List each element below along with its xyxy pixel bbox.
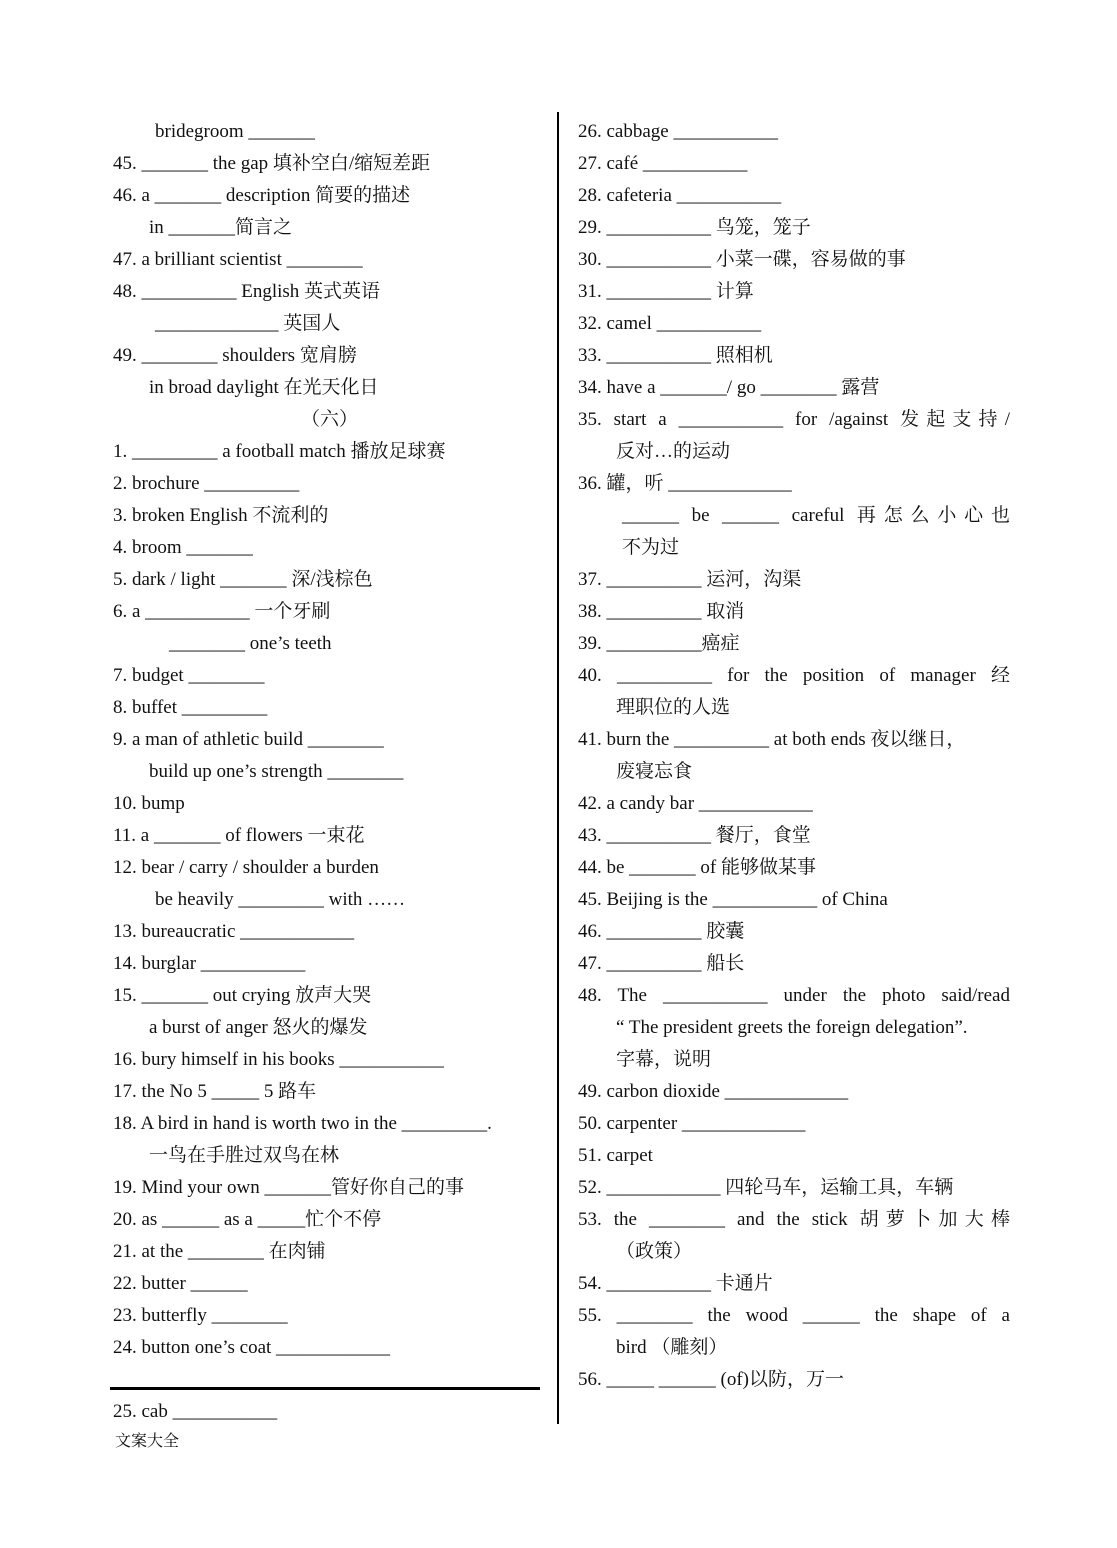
list-item: 理职位的人选 — [616, 697, 731, 718]
list-item: 43. ___________ 餐厅，食堂 — [578, 825, 811, 846]
list-item: 反对…的运动 — [616, 441, 731, 462]
list-item: 6. a ___________ 一个牙刷 — [113, 601, 331, 622]
list-item: 18. A bird in hand is worth two in the _________. — [113, 1113, 492, 1134]
list-item: in broad daylight 在光天化日 — [149, 377, 379, 398]
list-item: a burst of anger 怒火的爆发 — [149, 1017, 368, 1038]
list-item: 49. ________ shoulders 宽肩膀 — [113, 345, 357, 366]
list-item: 12. bear / carry / shoulder a burden — [113, 857, 379, 878]
list-item: 4. broom _______ — [113, 537, 253, 558]
list-item: 51. carpet — [578, 1145, 653, 1166]
list-item: 52. ____________ 四轮马车，运输工具，车辆 — [578, 1177, 954, 1198]
list-item: 16. bury himself in his books ___________ — [113, 1049, 444, 1070]
list-item: “ The president greets the foreign delegation”. — [616, 1017, 968, 1038]
list-item: 39. __________癌症 — [578, 633, 740, 654]
list-item: 38. __________ 取消 — [578, 601, 745, 622]
list-item: 46. __________ 胶囊 — [578, 921, 745, 942]
list-item: 30. ___________ 小菜一碟，容易做的事 — [578, 249, 906, 270]
list-item: 21. at the ________ 在肉铺 — [113, 1241, 326, 1262]
list-item: 33. ___________ 照相机 — [578, 345, 773, 366]
list-item: 27. café ___________ — [578, 153, 748, 174]
list-item: 47. __________ 船长 — [578, 953, 745, 974]
list-item: 不为过 — [622, 537, 680, 558]
list-item: 45. Beijing is the ___________ of China — [578, 889, 888, 910]
list-item: 29. ___________ 鸟笼，笼子 — [578, 217, 811, 238]
list-item: 20. as ______ as a _____忙个不停 — [113, 1209, 382, 1230]
list-item: 9. a man of athletic build ________ — [113, 729, 384, 750]
list-item: 56. _____ ______ (of)以防，万一 — [578, 1369, 844, 1390]
list-item: 废寝忘食 — [616, 761, 693, 782]
list-item: _____________ 英国人 — [155, 313, 341, 334]
list-item: 11. a _______ of flowers 一束花 — [113, 825, 365, 846]
list-item: 10. bump — [113, 793, 185, 814]
list-item: ________ one’s teeth — [169, 633, 332, 654]
list-item: 28. cafeteria ___________ — [578, 185, 782, 206]
column-divider — [557, 112, 559, 1424]
list-item: bird （雕刻） — [616, 1337, 728, 1358]
list-item: 2. brochure __________ — [113, 473, 300, 494]
list-item: 1. _________ a football match 播放足球赛 — [113, 441, 446, 462]
list-item: 7. budget ________ — [113, 665, 265, 686]
list-item: 34. have a _______/ go ________ 露营 — [578, 377, 880, 398]
list-item: 36. 罐，听 _____________ — [578, 473, 792, 494]
list-item: 一鸟在手胜过双鸟在林 — [149, 1145, 340, 1166]
list-item: bridegroom _______ — [155, 121, 315, 142]
list-item: 3. broken English 不流利的 — [113, 505, 329, 526]
footer-text: 文案大全 — [115, 1431, 180, 1450]
list-item: 47. a brilliant scientist ________ — [113, 249, 363, 270]
list-item: 24. button one’s coat ____________ — [113, 1337, 391, 1358]
list-item: 25. cab ___________ — [113, 1401, 278, 1422]
list-item: 46. a _______ description 简要的描述 — [113, 185, 411, 206]
list-item: 15. _______ out crying 放声大哭 — [113, 985, 372, 1006]
list-item: 8. buffet _________ — [113, 697, 268, 718]
list-item: 13. bureaucratic ____________ — [113, 921, 355, 942]
list-item: 23. butterfly ________ — [113, 1305, 288, 1326]
list-item: ______ be ______ careful 再怎么小心也 — [622, 505, 1010, 526]
list-item: 17. the No 5 _____ 5 路车 — [113, 1081, 317, 1102]
list-item: 41. burn the __________ at both ends 夜以继日， — [578, 729, 966, 750]
list-item: 53. the ________ and the stick 胡萝卜加大棒 — [578, 1209, 1010, 1230]
list-item: 37. __________ 运河，沟渠 — [578, 569, 802, 590]
list-item: 49. carbon dioxide _____________ — [578, 1081, 849, 1102]
list-item: 32. camel ___________ — [578, 313, 762, 334]
list-item: be heavily _________ with …… — [155, 889, 406, 910]
list-item: （政策） — [616, 1241, 693, 1262]
list-item: in _______简言之 — [149, 217, 293, 238]
list-item: 50. carpenter _____________ — [578, 1113, 806, 1134]
list-item: 48. __________ English 英式英语 — [113, 281, 381, 302]
list-item: 31. ___________ 计算 — [578, 281, 754, 302]
list-item: 5. dark / light _______ 深/浅棕色 — [113, 569, 373, 590]
list-item: 54. ___________ 卡通片 — [578, 1273, 773, 1294]
list-item: 14. burglar ___________ — [113, 953, 306, 974]
section-rule — [110, 1387, 540, 1390]
list-item: 22. butter ______ — [113, 1273, 248, 1294]
list-item: 26. cabbage ___________ — [578, 121, 778, 142]
list-item: 55. ________ the wood ______ the shape of a — [578, 1305, 1010, 1326]
list-item: 40. __________ for the position of manager 经 — [578, 665, 1010, 686]
list-item: 字幕，说明 — [616, 1049, 712, 1070]
list-item: 42. a candy bar ____________ — [578, 793, 813, 814]
list-item: 45. _______ the gap 填补空白/缩短差距 — [113, 153, 431, 174]
list-item: 35. start a ___________ for /against 发起支持/ — [578, 409, 1010, 430]
list-item: 19. Mind your own _______管好你自己的事 — [113, 1177, 464, 1198]
list-item: 48. The ___________ under the photo said/read — [578, 985, 1010, 1006]
list-item: 44. be _______ of 能够做某事 — [578, 857, 817, 878]
list-item: （六） — [301, 409, 359, 430]
list-item: build up one’s strength ________ — [149, 761, 404, 782]
